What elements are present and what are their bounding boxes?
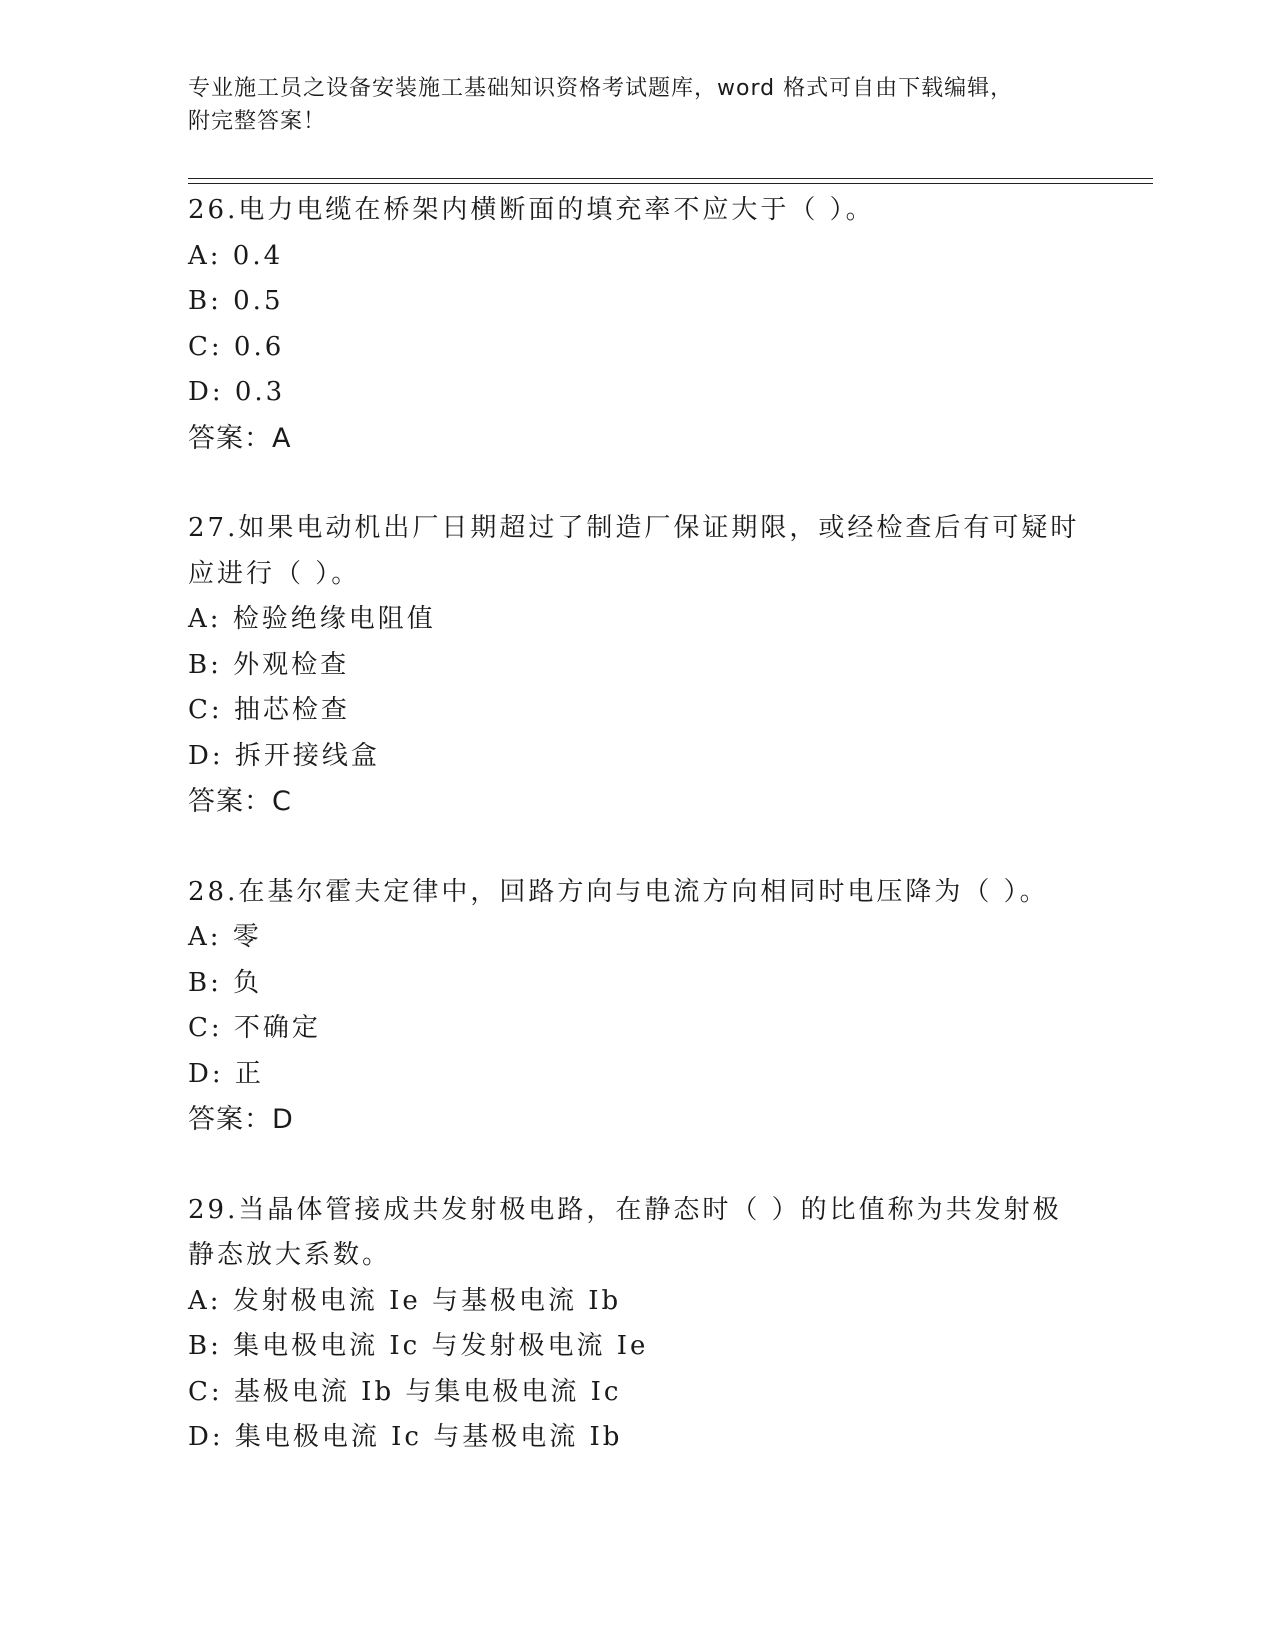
document-header xyxy=(188,72,1088,138)
question-stem-continued: 静态放大系数。 xyxy=(188,1240,392,1270)
header-line-1: 专业施工员之设备安装施工基础知识资格考试题库，word 格式可自由下载编辑， xyxy=(188,76,1014,101)
option-d: D: 集电极电流 Ic 与基极电流 Ib xyxy=(188,1422,623,1452)
question-stem: 27.如果电动机出厂日期超过了制造厂保证期限，或经检查后有可疑时 xyxy=(188,513,1080,543)
question-stem: 26.电力电缆在桥架内横断面的填充率不应大于（ ）。 xyxy=(188,195,875,225)
question-28 xyxy=(188,870,1088,1143)
option-a: A: 发射极电流 Ie 与基极电流 Ib xyxy=(188,1285,622,1316)
question-27 xyxy=(188,506,1088,825)
answer-label: 答案：C xyxy=(188,786,292,817)
option-b: B: 0.5 xyxy=(188,286,284,316)
option-a: A: 检验绝缘电阻值 xyxy=(188,604,436,634)
question-stem-continued: 应进行（ ）。 xyxy=(188,558,361,589)
question-stem: 28.在基尔霍夫定律中，回路方向与电流方向相同时电压降为（ ）。 xyxy=(188,876,1049,907)
option-b: B: 负 xyxy=(188,967,263,998)
header-rule-bottom xyxy=(188,183,1153,184)
option-c: C: 0.6 xyxy=(188,331,285,362)
header-line-2: 附完整答案！ xyxy=(188,109,327,134)
option-c: C: 抽芯检查 xyxy=(188,695,350,725)
header-rule-top xyxy=(188,178,1153,179)
option-a: A: 0.4 xyxy=(188,240,284,271)
option-c: C: 不确定 xyxy=(188,1013,321,1043)
question-stem: 29.当晶体管接成共发射极电路，在静态时（ ）的比值称为共发射极 xyxy=(188,1194,1062,1225)
option-a: A: 零 xyxy=(188,922,262,952)
question-list xyxy=(188,188,1088,1506)
option-d: D: 0.3 xyxy=(188,377,286,407)
option-c: C: 基极电流 Ib 与集电极电流 Ic xyxy=(188,1376,622,1407)
question-26 xyxy=(188,188,1088,461)
option-d: D: 拆开接线盒 xyxy=(188,740,380,771)
option-d: D: 正 xyxy=(188,1058,264,1089)
answer-label: 答案：D xyxy=(188,1104,294,1135)
option-b: B: 外观检查 xyxy=(188,649,350,680)
question-29 xyxy=(188,1188,1088,1461)
answer-label: 答案：A xyxy=(188,422,292,454)
option-b: B: 集电极电流 Ic 与发射极电流 Ie xyxy=(188,1331,649,1361)
